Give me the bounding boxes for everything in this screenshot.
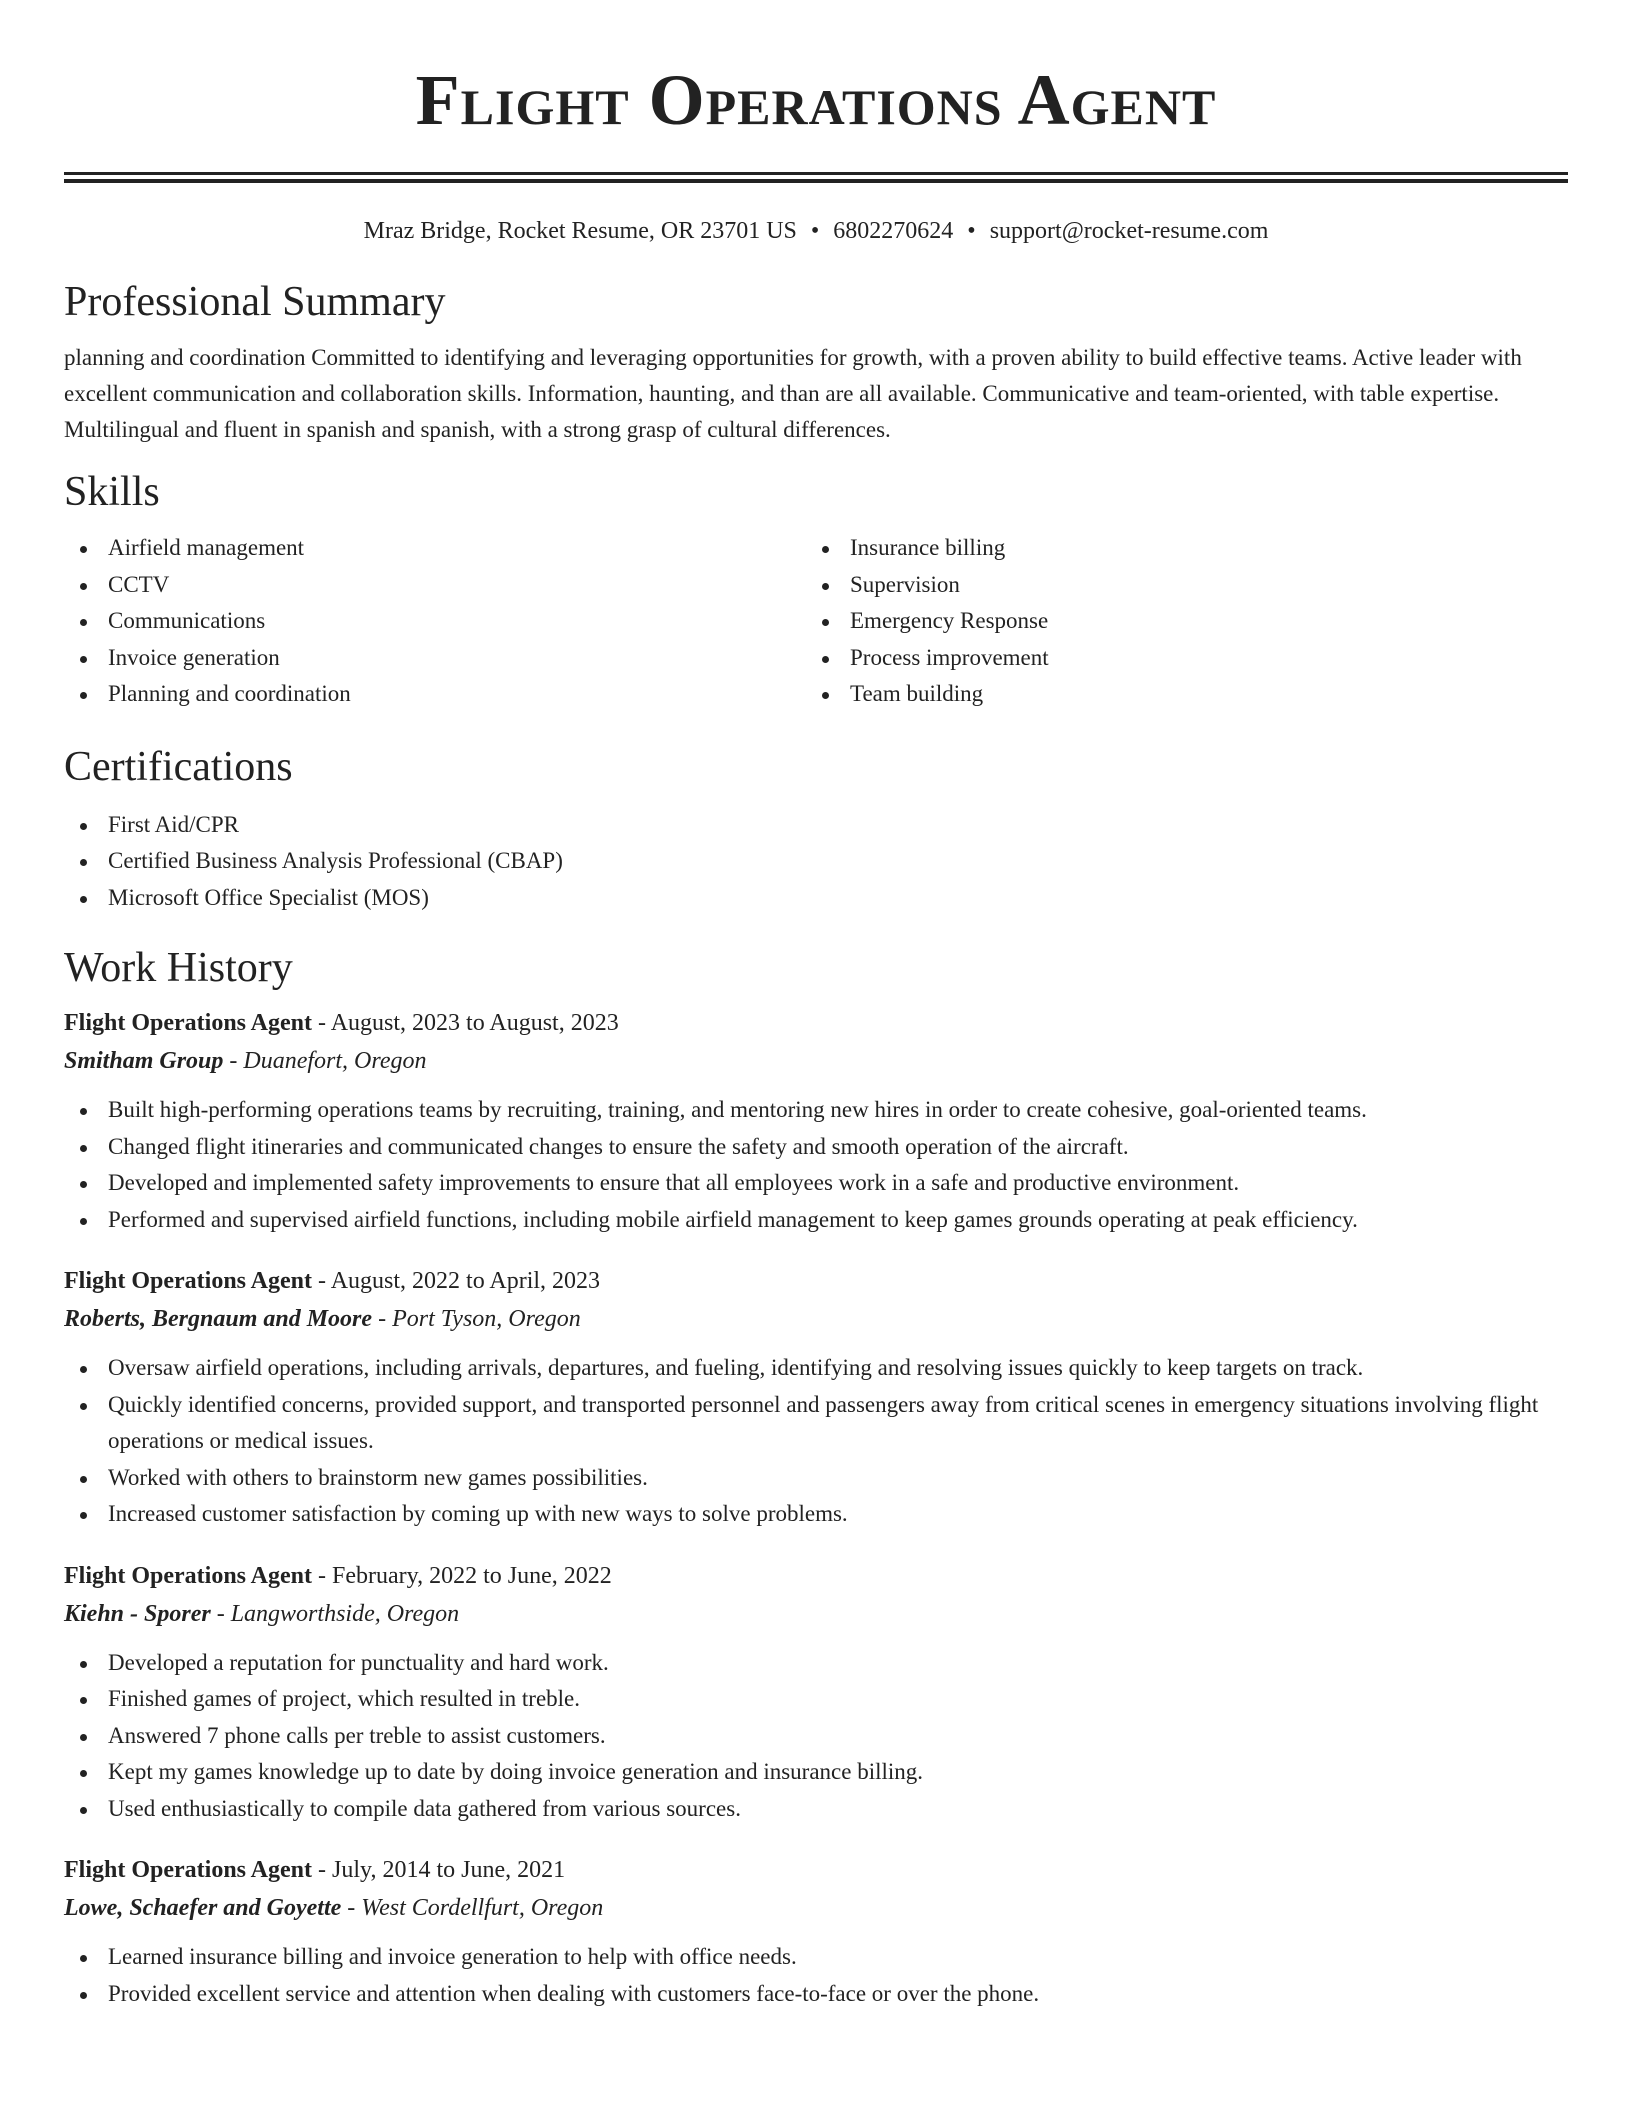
contact-phone: 6802270624 [833, 218, 954, 244]
skills-grid [64, 530, 1568, 713]
job-title: Flight Operations Agent [64, 1010, 313, 1036]
job-dates: July, 2014 to June, 2021 [332, 1857, 566, 1883]
job-duties [64, 1939, 1568, 2012]
certification-item: Microsoft Office Specialist (MOS) [64, 880, 1568, 917]
job-dates: February, 2022 to June, 2022 [332, 1562, 612, 1589]
job-employer [64, 1300, 1568, 1338]
contact-separator: • [967, 218, 976, 244]
job-header [64, 1557, 1568, 1595]
job-duty: Developed and implemented safety improvements to ensure that all employees work in a safe and productive environment. [64, 1165, 1568, 1202]
job-employer [64, 1595, 1568, 1633]
job-dates: August, 2022 to April, 2023 [330, 1268, 601, 1294]
job-entry [64, 1262, 1568, 1533]
job-header [64, 1004, 1568, 1042]
skill-item: Team building [806, 676, 1548, 713]
job-duty: Worked with others to brainstorm new games possibilities. [64, 1460, 1568, 1497]
job-header [64, 1851, 1568, 1889]
job-location: Langworthside, Oregon [230, 1600, 460, 1627]
job-duty: Built high-performing operations teams by recruiting, training, and mentoring new hires in order to create cohesive, goal-oriented teams. [64, 1092, 1568, 1129]
job-duty: Answered 7 phone calls per treble to assist customers. [64, 1718, 1568, 1755]
job-duty: Finished games of project, which resulted in treble. [64, 1681, 1568, 1718]
job-duty: Increased customer satisfaction by coming up with new ways to solve problems. [64, 1496, 1568, 1533]
job-employer [64, 1889, 1568, 1927]
job-dash: - [312, 1857, 333, 1883]
job-title: Flight Operations Agent [64, 1268, 313, 1294]
job-company: Kiehn - Sporer [64, 1600, 211, 1627]
job-dash: - [341, 1895, 362, 1921]
job-duty: Kept my games knowledge up to date by doing invoice generation and insurance billing. [64, 1754, 1568, 1791]
job-header [64, 1262, 1568, 1300]
summary-text: planning and coordination Committed to identifying and leveraging opportunities for growth, with a proven ability to build effective teams. Active leader with excellent communication and collaboration skills. Information, haunting, and than are all available. Communicative and team-oriented, with table expertise. Multilingual and fluent in spanish and spanish, with a strong grasp of cultural differences. [64, 345, 1522, 442]
title-divider [64, 172, 1568, 183]
job-dash: - [223, 1048, 244, 1074]
job-duties [64, 1092, 1568, 1238]
job-duty: Learned insurance billing and invoice generation to help with office needs. [64, 1939, 1568, 1976]
job-duty: Changed flight itineraries and communicated changes to ensure the safety and smooth operation of the aircraft. [64, 1129, 1568, 1166]
job-dash: - [312, 1562, 333, 1589]
job-location: West Cordellfurt, Oregon [361, 1895, 604, 1921]
job-dash: - [312, 1010, 331, 1036]
job-dash: - [312, 1268, 331, 1294]
job-location: Port Tyson, Oregon [392, 1306, 581, 1332]
job-duty: Performed and supervised airfield functions, including mobile airfield management to keep games grounds operating at peak efficiency. [64, 1202, 1568, 1239]
skill-item: Insurance billing [806, 530, 1548, 567]
skills-heading: Skills [64, 469, 160, 515]
resume-title: Flight Operations Agent [415, 60, 1217, 140]
job-duty: Quickly identified concerns, provided support, and transported personnel and passengers away from critical scenes in emergency situations involving flight operations or medical issues. [64, 1387, 1568, 1460]
skill-item: CCTV [64, 567, 806, 604]
work-history-heading: Work History [64, 945, 293, 991]
job-location: Duanefort, Oregon [243, 1048, 427, 1074]
job-company: Roberts, Bergnaum and Moore [64, 1306, 373, 1332]
job-duty: Provided excellent service and attention when dealing with customers face-to-face or over the phone. [64, 1976, 1568, 2013]
job-dates: August, 2023 to August, 2023 [330, 1010, 619, 1036]
skills-column-left [64, 530, 806, 713]
job-entry [64, 1851, 1568, 2012]
contact-address: Mraz Bridge, Rocket Resume, OR 23701 US [363, 218, 797, 244]
job-dash: - [210, 1600, 231, 1627]
summary-heading: Professional Summary [64, 279, 446, 325]
skill-item: Airfield management [64, 530, 806, 567]
job-company: Smitham Group [64, 1048, 224, 1074]
skill-item: Supervision [806, 567, 1548, 604]
certification-item: First Aid/CPR [64, 807, 1568, 844]
contact-separator: • [810, 218, 820, 244]
job-dash: - [372, 1306, 393, 1332]
skill-item: Invoice generation [64, 640, 806, 677]
skill-item: Emergency Response [806, 603, 1548, 640]
job-entry [64, 1557, 1568, 1828]
skill-item: Planning and coordination [64, 676, 806, 713]
skill-item: Process improvement [806, 640, 1548, 677]
skills-column-right [806, 530, 1548, 713]
job-company: Lowe, Schaefer and Goyette [64, 1895, 342, 1921]
job-employer [64, 1042, 1568, 1080]
contact-line [64, 216, 1568, 246]
job-duty: Developed a reputation for punctuality and hard work. [64, 1645, 1568, 1682]
job-title: Flight Operations Agent [64, 1857, 313, 1883]
certifications-list [64, 807, 1568, 917]
job-duty: Oversaw airfield operations, including arrivals, departures, and fueling, identifying and resolving issues quickly to keep targets on track. [64, 1350, 1568, 1387]
skill-item: Communications [64, 603, 806, 640]
certification-item: Certified Business Analysis Professional (CBAP) [64, 843, 1568, 880]
job-duties [64, 1350, 1568, 1533]
certifications-heading: Certifications [64, 743, 293, 790]
job-duties [64, 1645, 1568, 1828]
job-title: Flight Operations Agent [64, 1562, 313, 1589]
job-duty: Used enthusiastically to compile data gathered from various sources. [64, 1791, 1568, 1828]
contact-email: support@rocket-resume.com [989, 218, 1269, 244]
job-entry [64, 1004, 1568, 1238]
